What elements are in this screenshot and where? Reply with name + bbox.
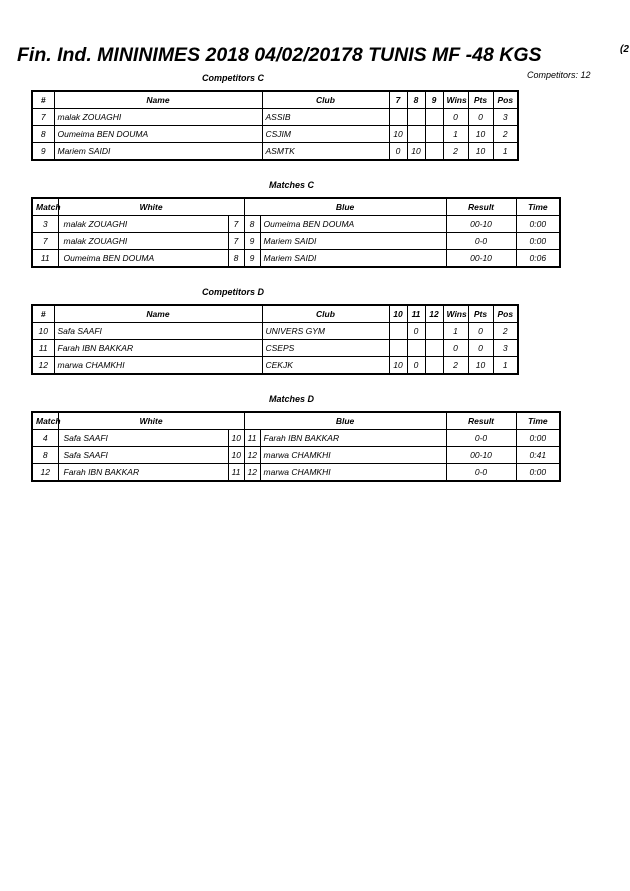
score-cell [425,126,443,143]
competitor-name: Safa SAAFI [54,323,262,340]
pts-cell: 0 [468,109,493,126]
col-header-pos: Pos [493,305,518,323]
white-number: 8 [228,250,244,268]
blue-number: 12 [244,464,260,482]
table-row [32,233,560,250]
white-competitor: Farah IBN BAKKAR [58,464,228,482]
match-time: 0:00 [516,233,560,250]
match-result: 0-0 [446,233,516,250]
match-result: 00-10 [446,447,516,464]
table-row [32,430,560,447]
competitor-club: CEKJK [262,357,389,375]
score-cell: 0 [407,323,425,340]
blue-competitor: marwa CHAMKHI [260,464,446,482]
match-time: 0:00 [516,464,560,482]
match-time: 0:06 [516,250,560,268]
white-number: 10 [228,447,244,464]
blue-competitor: Mariem SAIDI [260,250,446,268]
score-cell: 0 [407,357,425,375]
col-header-pts: Pts [468,91,493,109]
page-title-superscript: (2 [620,44,629,55]
col-header-score-1: 10 [389,305,407,323]
pts-cell: 0 [468,323,493,340]
competitors-d-title: Competitors D [202,287,265,297]
table-row [32,143,518,161]
match-time: 0:00 [516,430,560,447]
table-row [32,357,518,375]
blue-number: 8 [244,216,260,233]
match-result: 00-10 [446,216,516,233]
blue-number: 9 [244,233,260,250]
blue-number: 11 [244,430,260,447]
col-header-pos: Pos [493,91,518,109]
col-header-wins: Wins [443,305,468,323]
white-competitor: Safa SAAFI [58,447,228,464]
wins-cell: 1 [443,323,468,340]
col-header-score-3: 12 [425,305,443,323]
table-row [32,323,518,340]
table-row [32,464,560,482]
blue-competitor: Oumeima BEN DOUMA [260,216,446,233]
match-number: 8 [32,447,58,464]
score-cell [425,109,443,126]
match-time: 0:00 [516,216,560,233]
competitor-name: Farah IBN BAKKAR [54,340,262,357]
col-header-score-3: 9 [425,91,443,109]
table-row [32,340,518,357]
col-header-time: Time [516,198,560,216]
col-header-club: Club [262,305,389,323]
table-header-row [32,198,560,216]
score-cell: 10 [389,357,407,375]
page-title: Fin. Ind. MININIMES 2018 04/02/20178 TUNIS MF -48 KGS [17,44,542,66]
col-header-result: Result [446,412,516,430]
col-header-blue: Blue [244,198,446,216]
competitor-number: 8 [32,126,54,143]
competitors-count: Competitors: 12 [527,70,591,80]
table-row [32,126,518,143]
col-header-white: White [58,412,244,430]
col-header-white: White [58,198,244,216]
col-header-num: # [32,305,54,323]
white-number: 11 [228,464,244,482]
white-number: 7 [228,233,244,250]
matches-d-title: Matches D [269,394,315,404]
col-header-blue: Blue [244,412,446,430]
blue-number: 12 [244,447,260,464]
pos-cell: 2 [493,323,518,340]
score-cell [425,143,443,161]
competitor-club: CSJIM [262,126,389,143]
table-row [32,447,560,464]
score-cell [389,340,407,357]
col-header-time: Time [516,412,560,430]
score-cell: 10 [407,143,425,161]
competitor-number: 10 [32,323,54,340]
col-header-name: Name [54,91,262,109]
pts-cell: 10 [468,126,493,143]
score-cell [389,109,407,126]
blue-competitor: marwa CHAMKHI [260,447,446,464]
match-result: 00-10 [446,250,516,268]
competitor-name: marwa CHAMKHI [54,357,262,375]
table-row [32,109,518,126]
match-number: 4 [32,430,58,447]
match-time: 0:41 [516,447,560,464]
competitor-club: ASSIB [262,109,389,126]
white-competitor: malak ZOUAGHI [58,233,228,250]
table-row [32,250,560,268]
pos-cell: 3 [493,109,518,126]
match-number: 11 [32,250,58,268]
pos-cell: 1 [493,357,518,375]
col-header-score-2: 11 [407,305,425,323]
competitor-number: 11 [32,340,54,357]
score-cell: 0 [389,143,407,161]
competitors-d-table [31,304,519,375]
match-number: 3 [32,216,58,233]
blue-competitor: Mariem SAIDI [260,233,446,250]
score-cell [425,323,443,340]
competitor-club: UNIVERS GYM [262,323,389,340]
match-number: 12 [32,464,58,482]
white-competitor: malak ZOUAGHI [58,216,228,233]
competitor-club: ASMTK [262,143,389,161]
match-number: 7 [32,233,58,250]
match-result: 0-0 [446,430,516,447]
competitor-club: CSEPS [262,340,389,357]
matches-c-title: Matches C [269,180,315,190]
competitor-number: 7 [32,109,54,126]
white-number: 7 [228,216,244,233]
wins-cell: 0 [443,109,468,126]
wins-cell: 0 [443,340,468,357]
score-cell [407,126,425,143]
competitor-number: 9 [32,143,54,161]
competitors-c-table [31,90,519,161]
matches-d-table [31,411,561,482]
score-cell [407,109,425,126]
pos-cell: 3 [493,340,518,357]
table-header-row [32,305,518,323]
competitors-c-title: Competitors C [202,73,265,83]
white-number: 10 [228,430,244,447]
wins-cell: 2 [443,357,468,375]
white-competitor: Oumeima BEN DOUMA [58,250,228,268]
score-cell [425,357,443,375]
col-header-name: Name [54,305,262,323]
competitor-number: 12 [32,357,54,375]
table-row [32,216,560,233]
competitor-name: Oumeima BEN DOUMA [54,126,262,143]
col-header-match: Match [32,198,58,216]
col-header-club: Club [262,91,389,109]
pts-cell: 0 [468,340,493,357]
col-header-match: Match [32,412,58,430]
pos-cell: 2 [493,126,518,143]
match-result: 0-0 [446,464,516,482]
pos-cell: 1 [493,143,518,161]
competitor-name: malak ZOUAGHI [54,109,262,126]
col-header-score-2: 8 [407,91,425,109]
score-cell: 10 [389,126,407,143]
col-header-score-1: 7 [389,91,407,109]
score-cell [389,323,407,340]
pts-cell: 10 [468,357,493,375]
white-competitor: Safa SAAFI [58,430,228,447]
wins-cell: 2 [443,143,468,161]
col-header-wins: Wins [443,91,468,109]
blue-competitor: Farah IBN BAKKAR [260,430,446,447]
matches-c-table [31,197,561,268]
score-cell [407,340,425,357]
col-header-result: Result [446,198,516,216]
table-header-row [32,412,560,430]
wins-cell: 1 [443,126,468,143]
col-header-pts: Pts [468,305,493,323]
pts-cell: 10 [468,143,493,161]
col-header-num: # [32,91,54,109]
table-header-row [32,91,518,109]
blue-number: 9 [244,250,260,268]
score-cell [425,340,443,357]
competitor-name: Mariem SAIDI [54,143,262,161]
